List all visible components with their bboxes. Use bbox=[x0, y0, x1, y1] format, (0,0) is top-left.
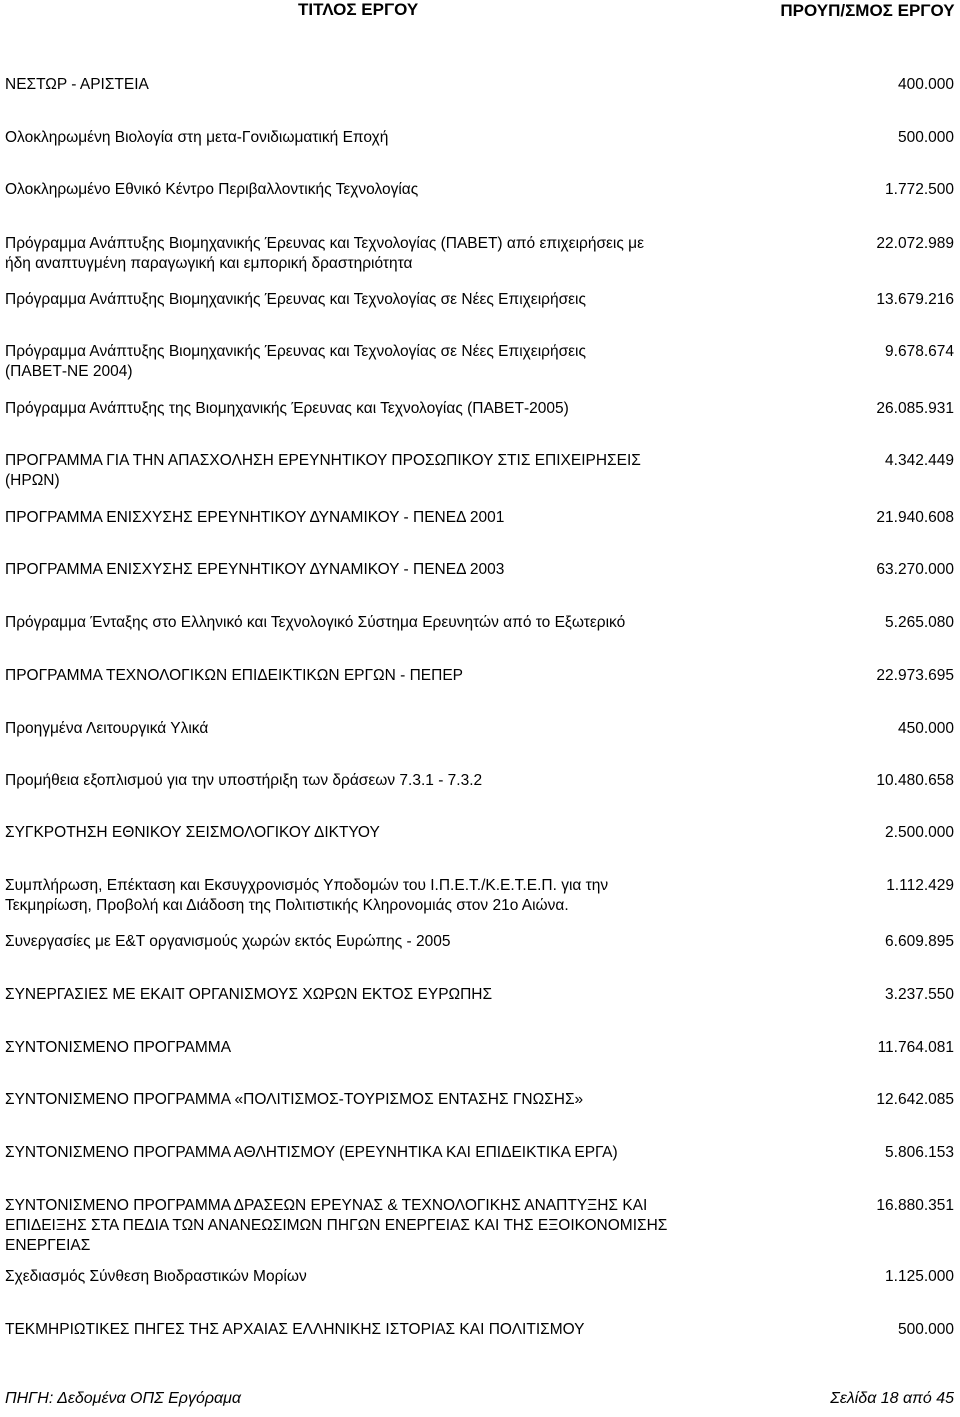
project-budget: 1.112.429 bbox=[886, 877, 954, 894]
project-title: Συμπλήρωση, Επέκταση και Εκσυγχρονισμός Υποδομών του Ι.Π.Ε.Τ./Κ.Ε.Τ.Ε.Π. για την Τεκμηρίωση, Προβολή και Διάδοση της Πολιτιστικής Κληρονομιάς στον 21ο Αιώνα. bbox=[5, 877, 609, 914]
project-budget: 4.342.449 bbox=[885, 452, 954, 469]
project-title: ΝΕΣΤΩΡ - ΑΡΙΣΤΕΙΑ bbox=[5, 76, 149, 93]
project-title: Προηγμένα Λειτουργικά Υλικά bbox=[5, 720, 209, 737]
project-title: ΤΕΚΜΗΡΙΩΤΙΚΕΣ ΠΗΓΕΣ ΤΗΣ ΑΡΧΑΙΑΣ ΕΛΛΗΝΙΚΗΣ ΙΣΤΟΡΙΑΣ ΚΑΙ ΠΟΛΙΤΙΣΜΟΥ bbox=[5, 1321, 585, 1338]
project-budget: 12.642.085 bbox=[876, 1091, 954, 1108]
project-title: Πρόγραμμα Ανάπτυξης Βιομηχανικής Έρευνας και Τεχνολογίας σε Νέες Επιχειρήσεις (ΠΑΒΕΤ-ΝΕ 2004) bbox=[5, 343, 586, 380]
project-budget: 9.678.674 bbox=[885, 343, 954, 360]
project-title: ΣΥΝΤΟΝΙΣΜΕΝΟ ΠΡΟΓΡΑΜΜΑ «ΠΟΛΙΤΙΣΜΟΣ-ΤΟΥΡΙΣΜΟΣ ΕΝΤΑΣΗΣ ΓΝΩΣΗΣ» bbox=[5, 1091, 584, 1108]
project-budget: 21.940.608 bbox=[876, 509, 954, 526]
project-budget: 2.500.000 bbox=[885, 824, 954, 841]
project-title: ΠΡΟΓΡΑΜΜΑ ΕΝΙΣΧΥΣΗΣ ΕΡΕΥΝΗΤΙΚΟΥ ΔΥΝΑΜΙΚΟΥ - ΠΕΝΕΔ 2001 bbox=[5, 509, 505, 526]
project-budget: 13.679.216 bbox=[876, 291, 954, 308]
project-title: ΣΥΝΤΟΝΙΣΜΕΝΟ ΠΡΟΓΡΑΜΜΑ bbox=[5, 1039, 232, 1056]
project-budget: 6.609.895 bbox=[885, 933, 954, 950]
page-footer bbox=[0, 1390, 960, 1412]
project-budget: 26.085.931 bbox=[876, 400, 954, 417]
project-title: ΣΥΓΚΡΟΤΗΣΗ ΕΘΝΙΚΟΥ ΣΕΙΣΜΟΛΟΓΙΚΟΥ ΔΙΚΤΥΟΥ bbox=[5, 824, 380, 841]
table-header bbox=[0, 0, 960, 48]
source-note: ΠΗΓΗ: Δεδομένα ΟΠΣ Εργόραμα bbox=[5, 1390, 242, 1407]
title-column-header: ΤΙΤΛΟΣ ΕΡΓΟΥ bbox=[298, 0, 419, 19]
project-budget: 5.265.080 bbox=[885, 614, 954, 631]
project-budget: 500.000 bbox=[897, 1321, 954, 1338]
project-budget: 5.806.153 bbox=[885, 1144, 954, 1161]
project-title: ΠΡΟΓΡΑΜΜΑ ΤΕΧΝΟΛΟΓΙΚΩΝ ΕΠΙΔΕΙΚΤΙΚΩΝ ΕΡΓΩΝ - ΠΕΠΕΡ bbox=[5, 667, 463, 684]
project-budget: 3.237.550 bbox=[885, 986, 954, 1003]
project-budget: 16.880.351 bbox=[876, 1197, 954, 1214]
project-budget: 11.764.081 bbox=[877, 1039, 954, 1056]
project-budget: 1.125.000 bbox=[885, 1268, 954, 1285]
project-title: Ολοκληρωμένο Εθνικό Κέντρο Περιβαλλοντικής Τεχνολογίας bbox=[5, 181, 419, 198]
project-budget: 500.000 bbox=[897, 129, 954, 146]
page-number: Σελίδα 18 από 45 bbox=[830, 1390, 954, 1407]
project-budget: 63.270.000 bbox=[876, 561, 954, 578]
project-budget: 22.072.989 bbox=[876, 235, 954, 252]
project-title: Ολοκληρωμένη Βιολογία στη μετα-Γονιδιωματική Εποχή bbox=[5, 129, 389, 146]
project-title: ΠΡΟΓΡΑΜΜΑ ΕΝΙΣΧΥΣΗΣ ΕΡΕΥΝΗΤΙΚΟΥ ΔΥΝΑΜΙΚΟΥ - ΠΕΝΕΔ 2003 bbox=[5, 561, 505, 578]
project-title: Συνεργασίες με Ε&Τ οργανισμούς χωρών εκτός Ευρώπης - 2005 bbox=[5, 933, 451, 950]
project-title: ΣΥΝΕΡΓΑΣΙΕΣ ΜΕ ΕΚΑΙΤ ΟΡΓΑΝΙΣΜΟΥΣ ΧΩΡΩΝ ΕΚΤΟΣ ΕΥΡΩΠΗΣ bbox=[5, 986, 493, 1003]
project-title: Σχεδιασμός Σύνθεση Βιοδραστικών Μορίων bbox=[5, 1268, 307, 1285]
project-title: ΣΥΝΤΟΝΙΣΜΕΝΟ ΠΡΟΓΡΑΜΜΑ ΔΡΑΣΕΩΝ ΕΡΕΥΝΑΣ & ΤΕΧΝΟΛΟΓΙΚΗΣ ΑΝΑΠΤΥΞΗΣ ΚΑΙ ΕΠΙΔΕΙΞΗΣ ΣΤΑ ΠΕΔΙΑ ΤΩΝ ΑΝΑΝΕΩΣΙΜΩΝ ΠΗΓΩΝ ΕΝΕΡΓΕΙΑΣ ΚΑΙ ΤΗΣ ΕΞΟΙΚΟΝΟΜΙΣΗΣ ΕΝΕΡΓΕΙΑΣ bbox=[5, 1197, 668, 1254]
project-title: ΣΥΝΤΟΝΙΣΜΕΝΟ ΠΡΟΓΡΑΜΜΑ ΑΘΛΗΤΙΣΜΟΥ (ΕΡΕΥΝΗΤΙΚΑ ΚΑΙ ΕΠΙΔΕΙΚΤΙΚΑ ΕΡΓΑ) bbox=[5, 1144, 618, 1161]
project-title: Πρόγραμμα Ανάπτυξης Βιομηχανικής Έρευνας και Τεχνολογίας σε Νέες Επιχειρήσεις bbox=[5, 291, 586, 308]
budget-column-header: ΠΡΟΥΠ/ΣΜΟΣ ΕΡΓΟΥ bbox=[780, 1, 955, 20]
project-budget: 450.000 bbox=[897, 720, 954, 737]
project-budget: 10.480.658 bbox=[876, 772, 954, 789]
project-budget: 1.772.500 bbox=[885, 181, 954, 198]
project-budget: 22.973.695 bbox=[876, 667, 954, 684]
project-budget: 400.000 bbox=[897, 76, 954, 93]
project-title: Πρόγραμμα Ένταξης στο Ελληνικό και Τεχνολογικό Σύστημα Ερευνητών από το Εξωτερικό bbox=[5, 614, 626, 631]
project-title: Πρόγραμμα Ανάπτυξης Βιομηχανικής Έρευνας και Τεχνολογίας (ΠΑΒΕΤ) από επιχειρήσεις με ήδη αναπτυγμένη παραγωγική και εμπορική δραστηριότητα bbox=[5, 235, 644, 272]
project-title: Πρόγραμμα Ανάπτυξης της Βιομηχανικής Έρευνας και Τεχνολογίας (ΠΑΒΕΤ-2005) bbox=[5, 400, 569, 417]
project-title: ΠΡΟΓΡΑΜΜΑ ΓΙΑ ΤΗΝ ΑΠΑΣΧΟΛΗΣΗ ΕΡΕΥΝΗΤΙΚΟΥ ΠΡΟΣΩΠΙΚΟΥ ΣΤΙΣ ΕΠΙΧΕΙΡΗΣΕΙΣ (ΗΡΩΝ) bbox=[5, 452, 641, 489]
project-title: Προμήθεια εξοπλισμού για την υποστήριξη των δράσεων 7.3.1 - 7.3.2 bbox=[5, 772, 483, 789]
